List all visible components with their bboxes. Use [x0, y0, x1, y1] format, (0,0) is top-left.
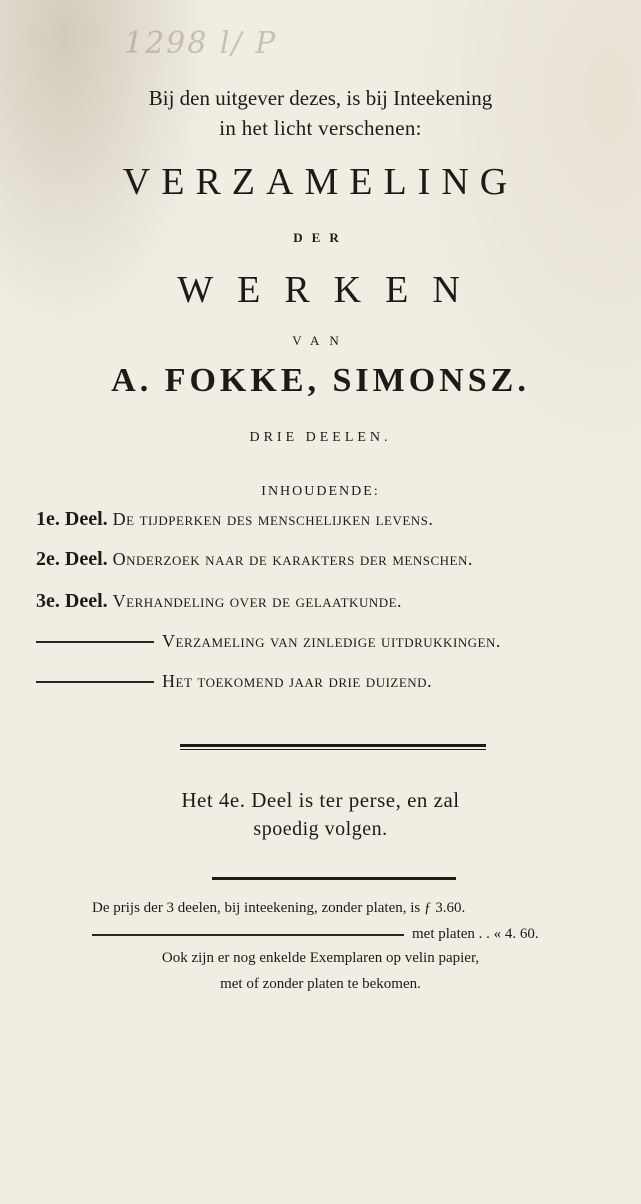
- contents-item-text: Het toekomend jaar drie duizend.: [162, 671, 433, 691]
- contents-item: [36, 590, 402, 613]
- volumes-line: DRIE DEELEN.: [249, 430, 392, 445]
- title-werken: WERKEN: [177, 269, 484, 311]
- ditto-dash: [36, 681, 154, 683]
- title-verzameling: VERZAMELING: [122, 161, 519, 203]
- contents-heading: INHOUDENDE:: [261, 484, 380, 499]
- contents-item: [36, 508, 433, 531]
- price-line-3: Ook zijn er nog enkelde Exemplaren op velin papier,: [161, 950, 480, 966]
- title-der: DER: [293, 230, 348, 245]
- contents-item-number: 1e. Deel.: [36, 508, 108, 530]
- price-line-2-text: met platen . . « 4. 60.: [412, 926, 539, 942]
- rule-divider: [212, 877, 456, 880]
- contents-item-number: 3e. Deel.: [36, 590, 108, 612]
- contents-item-text: De tijdperken des menschelijken levens.: [112, 509, 434, 529]
- contents-item: [36, 630, 501, 653]
- intro-line-2: in het licht verschenen:: [219, 116, 422, 140]
- contents-item: [36, 548, 473, 571]
- ditto-dash: [36, 641, 154, 643]
- contents-item-text: Verhandeling over de gelaatkunde.: [112, 591, 403, 611]
- title-van: VAN: [292, 333, 349, 348]
- contents-item-text: Onderzoek naar de karakters der menschen.: [112, 549, 473, 569]
- price-line-2: [92, 926, 539, 943]
- intro-line-1: Bij den uitgever dezes, is bij Inteekening: [148, 86, 493, 110]
- price-line-4: met of zonder platen te bekomen.: [220, 976, 421, 992]
- double-rule-divider: [180, 744, 486, 747]
- announcement-line-2: spoedig volgen.: [253, 818, 388, 840]
- ditto-dash: [92, 934, 404, 936]
- announcement-line-1: Het 4e. Deel is ter perse, en zal: [181, 788, 460, 812]
- shelfmark-handwriting: 1298 l/ P: [124, 26, 278, 61]
- contents-item-number: 2e. Deel.: [36, 548, 108, 570]
- price-line-1: De prijs der 3 deelen, bij inteekening, zonder platen, is ƒ 3.60.: [92, 900, 466, 916]
- contents-item-text: Verzameling van zinledige uitdrukkingen.: [162, 631, 501, 651]
- author-name: A. FOKKE, SIMONSZ.: [111, 362, 530, 399]
- contents-item: [36, 670, 432, 693]
